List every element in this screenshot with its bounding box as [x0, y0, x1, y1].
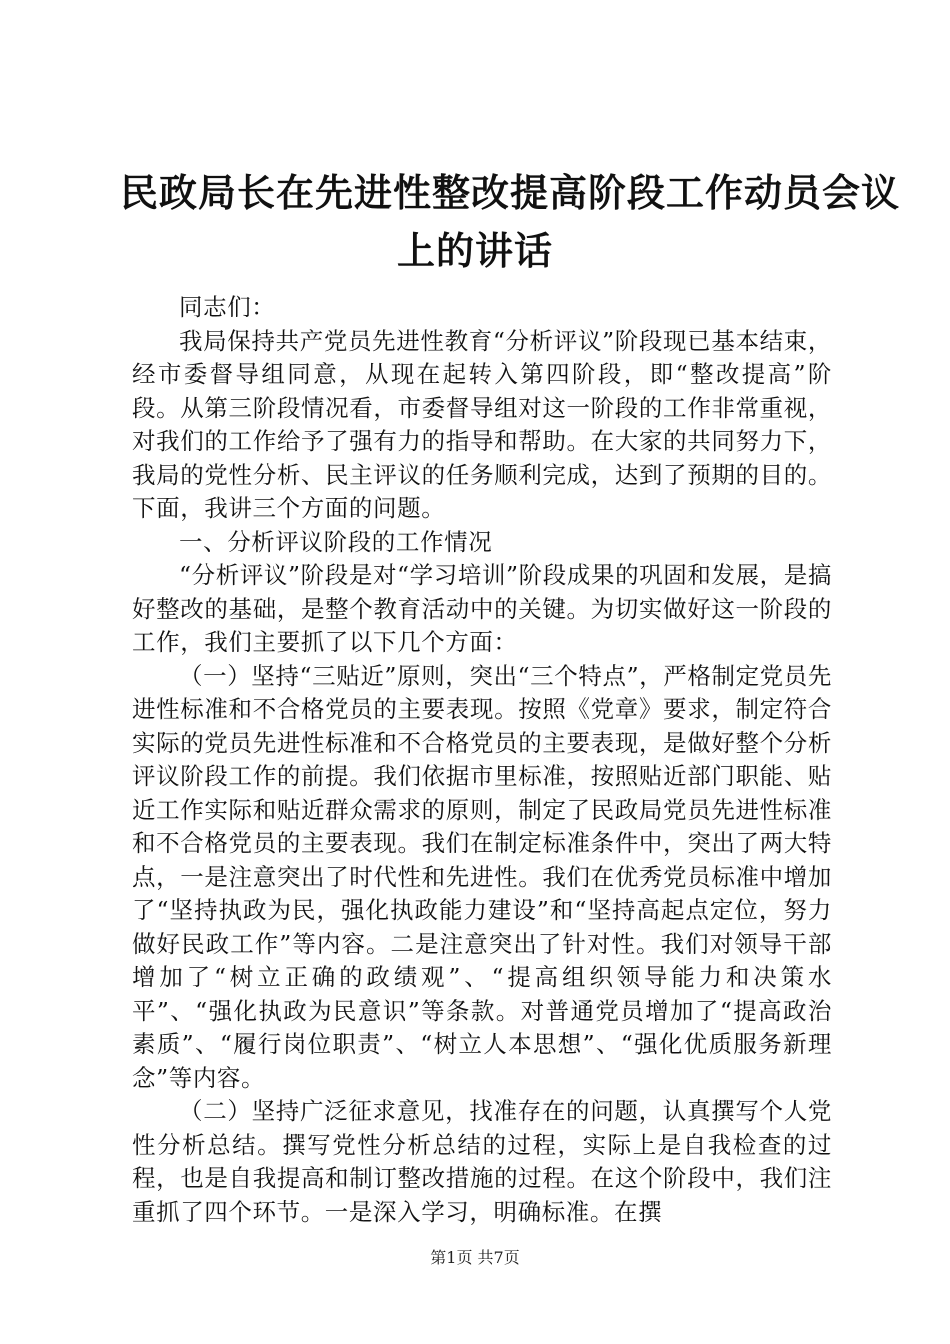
document-body	[132, 291, 832, 1229]
section-heading: 一、分析评议阶段的工作情况	[179, 527, 493, 556]
salutation: 同志们：	[179, 293, 276, 321]
document-title-line-1: 民政局长在先进性整改提高阶段工作动员会议	[120, 170, 901, 215]
page-footer: 第1页 共7页	[430, 1248, 520, 1267]
paragraph: （一）坚持“三贴近”原则，突出“三个特点”，严格制定党员先进性标准和不合格党员的主要表现。按照《党章》要求，制定符合实际的党员先进性标准和不合格党员的主要表现，是做好整个分析评议阶段工作的前提。我们依据市里标准，按照贴近部门职能、贴近工作实际和贴近群众需求的原则，制定了民政局党员先进性标准和不合格党员的主要表现。我们在制定标准条件中，突出了两大特点，一是注意突出了时代性和先进性。我们在优秀党员标准中增加了“坚持执政为民，强化执政能力建设”和“坚持高起点定位，努力做好民政工作”等内容。二是注意突出了针对性。我们对领导干部增加了“树立正确的政绩观”、“提高组织领导能力和决策水平”、“强化执政为民意识”等条款。对普通党员增加了“提高政治素质”、“履行岗位职责”、“树立人本思想”、“强化优质服务新理念”等内容。	[132, 661, 832, 1092]
paragraph: （二）坚持广泛征求意见，找准存在的问题，认真撰写个人党性分析总结。撰写党性分析总结的过程，实际上是自我检查的过程，也是自我提高和制订整改措施的过程。在这个阶段中，我们注重抓了四个环节。一是深入学习，明确标准。在撰	[132, 1097, 832, 1226]
paragraph: 我局保持共产党员先进性教育“分析评议”阶段现已基本结束，经市委督导组同意，从现在起转入第四阶段，即“整改提高”阶段。从第三阶段情况看，市委督导组对这一阶段的工作非常重视，对我们的工作给予了强有力的指导和帮助。在大家的共同努力下，我局的党性分析、民主评议的任务顺利完成，达到了预期的目的。下面，我讲三个方面的问题。	[132, 326, 832, 522]
document-title-line-2: 上的讲话	[396, 228, 553, 273]
paragraph: “分析评议”阶段是对“学习培训”阶段成果的巩固和发展，是搞好整改的基础，是整个教育活动中的关键。为切实做好这一阶段的工作，我们主要抓了以下几个方面：	[132, 561, 832, 656]
